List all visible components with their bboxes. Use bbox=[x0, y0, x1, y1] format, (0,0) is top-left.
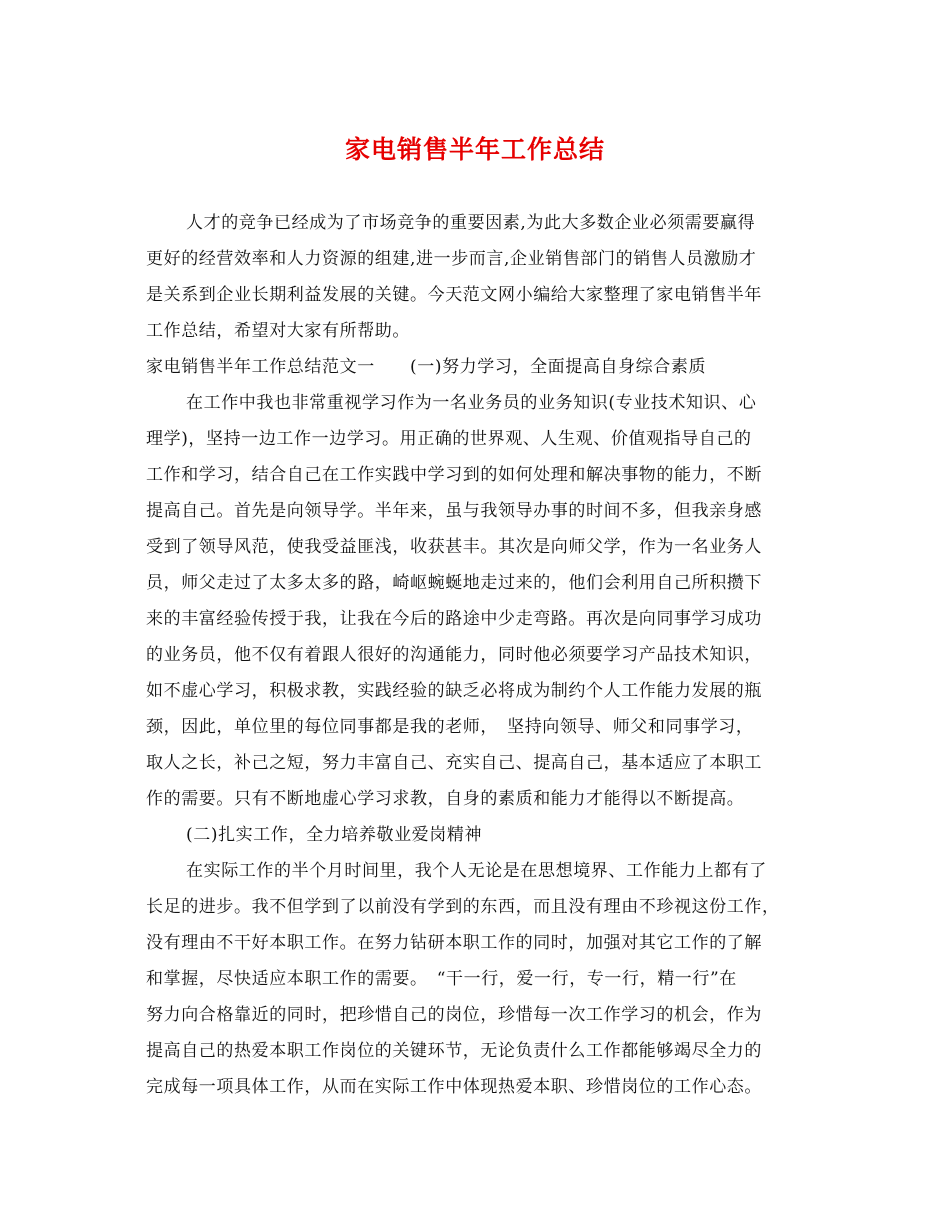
section-heading-line: (二)扎实工作，全力培养敬业爱岗精神 bbox=[186, 825, 483, 845]
body-line: 作的需要。只有不断地虚心学习求教，自身的素质和能力才能得以不断提高。 bbox=[146, 789, 745, 809]
body-line: 长足的进步。我不但学到了以前没有学到的东西，而且没有理由不珍视这份工作， bbox=[146, 897, 780, 917]
body-line: 人才的竞争已经成为了市场竞争的重要因素,为此大多数企业必须需要赢得 bbox=[186, 213, 756, 233]
body-line: 工作和学习，结合自己在工作实践中学习到的如何处理和解决事物的能力，不断 bbox=[146, 465, 762, 485]
body-line: 更好的经营效率和人力资源的组建,进一步而言,企业销售部门的销售人员激励才 bbox=[146, 249, 757, 269]
body-line: 提高自己。首先是向领导学。半年来，虽与我领导办事的时间不多，但我亲身感 bbox=[146, 501, 762, 521]
body-line: 颈，因此，单位里的每位同事都是我的老师， 坚持向领导、师父和同事学习， bbox=[146, 717, 754, 737]
document-title: 家电销售半年工作总结 bbox=[344, 135, 605, 164]
body-line: 在工作中我也非常重视学习作为一名业务员的业务知识(专业技术知识、心 bbox=[186, 393, 757, 413]
body-line: 理学)，坚持一边工作一边学习。用正确的世界观、人生观、价值观指导自己的 bbox=[146, 429, 752, 449]
body-line: 没有理由不干好本职工作。在努力钻研本职工作的同时，加强对其它工作的了解 bbox=[146, 933, 762, 953]
body-line: 提高自己的热爱本职工作岗位的关键环节，无论负责什么工作都能够竭尽全力的 bbox=[146, 1041, 762, 1061]
section-heading-line: 家电销售半年工作总结范文一 (一)努力学习，全面提高自身综合素质 bbox=[146, 357, 707, 377]
body-line: 员，师父走过了太多太多的路，崎岖蜿蜒地走过来的，他们会利用自己所积攒下 bbox=[146, 573, 762, 593]
body-line: 来的丰富经验传授于我，让我在今后的路途中少走弯路。再次是向同事学习成功 bbox=[146, 609, 762, 629]
body-line: 取人之长，补己之短，努力丰富自己、充实自己、提高自己，基本适应了本职工 bbox=[146, 753, 762, 773]
body-line: 工作总结，希望对大家有所帮助。 bbox=[146, 321, 410, 341]
body-line: 在实际工作的半个月时间里，我个人无论是在思想境界、工作能力上都有了 bbox=[186, 861, 767, 881]
body-line: 和掌握，尽快适应本职工作的需要。 “干一行，爱一行，专一行，精一行”在 bbox=[146, 969, 737, 989]
body-line: 努力向合格靠近的同时，把珍惜自己的岗位，珍惜每一次工作学习的机会，作为 bbox=[146, 1005, 762, 1025]
body-line: 受到了领导风范，使我受益匪浅，收获甚丰。其次是向师父学，作为一名业务人 bbox=[146, 537, 762, 557]
body-line: 的业务员，他不仅有着跟人很好的沟通能力，同时他必须要学习产品技术知识， bbox=[146, 645, 762, 665]
body-line: 如不虚心学习，积极求教，实践经验的缺乏必将成为制约个人工作能力发展的瓶 bbox=[146, 681, 762, 701]
body-line: 完成每一项具体工作，从而在实际工作中体现热爱本职、珍惜岗位的工作心态。 bbox=[146, 1077, 762, 1097]
body-line: 是关系到企业长期利益发展的关键。今天范文网小编给大家整理了家电销售半年 bbox=[146, 285, 762, 305]
